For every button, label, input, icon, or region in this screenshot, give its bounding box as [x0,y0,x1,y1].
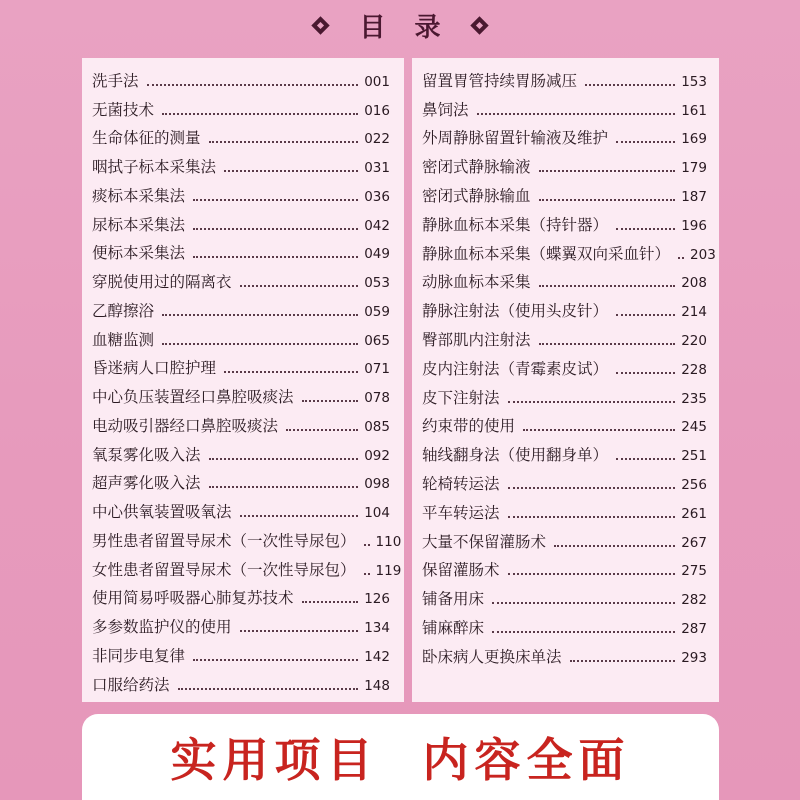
toc-entry [422,465,707,494]
toc-entry [92,91,390,120]
toc-entry-title: 非同步电复律 [92,646,186,665]
toc-entry-title: 轴线翻身法（使用翻身单） [422,446,609,465]
dot-leader [616,458,675,460]
toc-entry [92,177,390,206]
dot-leader [492,631,675,633]
toc-entry-title: 尿标本采集法 [92,215,186,234]
toc-entry [92,637,390,666]
dot-leader [286,429,358,431]
dot-leader [554,545,675,547]
toc-entry [422,408,707,437]
dot-leader [616,228,675,230]
toc-entry-title: 大量不保留灌肠术 [422,532,547,551]
toc-entry-page: 134 [364,620,390,636]
toc-entry-page: 179 [681,160,707,177]
toc-entry [92,436,390,465]
toc-entry-page: 220 [681,332,707,349]
toc-entry-title: 使用简易呼吸器心肺复苏技术 [92,589,294,608]
toc-entry-page: 196 [681,217,707,234]
toc-entry-title: 约束带的使用 [422,417,516,436]
toc-entry-title: 口服给药法 [92,675,170,694]
toc-entry [92,378,390,407]
dot-leader [508,401,676,403]
toc-entry-title: 鼻饲法 [422,100,469,119]
toc-entry-title: 便标本采集法 [92,244,186,263]
toc-entry-page: 169 [681,131,707,148]
toc-entry [422,264,707,293]
toc-entry-title: 平车转运法 [422,503,500,522]
toc-entry [92,522,402,551]
toc-entry-page: 208 [681,275,707,292]
dot-leader [224,371,358,373]
dot-leader [492,602,675,604]
toc-entry [92,551,402,580]
toc-entry-title: 氧泵雾化吸入法 [92,445,201,464]
dot-leader [570,660,676,662]
dot-leader [523,429,675,431]
toc-entry-page: 104 [364,505,390,521]
dot-leader [508,516,676,518]
toc-entry-title: 咽拭子标本采集法 [92,158,217,176]
toc-entry-page: 251 [681,448,707,465]
toc-entry-page: 261 [681,505,707,522]
dot-leader [209,141,359,143]
dot-leader [616,314,675,316]
toc-entry-page: 071 [364,361,390,378]
toc-entry [422,436,707,465]
slogan-text: 实用项目 内容全面 [170,733,631,787]
toc-entry-page: 126 [364,591,390,608]
dot-leader [162,314,358,316]
toc-entry-page: 049 [364,246,390,263]
dot-leader [678,257,684,259]
dot-leader [508,487,676,489]
toc-entry [92,235,390,264]
toc-entry-page: 228 [681,361,707,378]
dot-leader [147,84,359,86]
dot-leader [193,199,358,201]
toc-entry-title: 铺备用床 [422,590,485,609]
toc-entry [92,321,390,350]
diamond-icon [470,16,488,34]
toc-entry-title: 穿脱使用过的隔离衣 [92,273,232,291]
toc-entry-page: 148 [364,677,390,694]
toc-entry-page: 282 [681,592,707,609]
toc-entry-page: 001 [364,73,390,90]
dot-leader [209,458,359,460]
toc-entry-page: 085 [364,418,390,435]
toc-entry-page: 187 [681,188,707,205]
toc-entry-title: 轮椅转运法 [422,474,500,493]
toc-entry-page: 293 [681,649,707,666]
toc-entry [92,465,390,494]
dot-leader [162,113,358,115]
toc-entry-page: 053 [364,275,390,291]
dot-leader [364,544,370,546]
toc-entry [422,148,707,177]
toc-entry-page: 245 [681,419,707,436]
toc-entry [92,206,390,235]
toc-entry-title: 洗手法 [92,71,139,90]
toc-entry [92,493,390,522]
toc-entry [422,177,707,206]
toc-entry-page: 287 [681,620,707,637]
dot-leader [364,573,370,575]
toc-entry [422,321,707,350]
toc-entry-title: 超声雾化吸入法 [92,474,201,493]
toc-entry [422,350,707,379]
dot-leader [539,343,676,345]
toc-entry-page: 042 [364,217,390,234]
toc-entry-title: 臀部肌内注射法 [422,330,531,349]
dot-leader [240,285,359,287]
dot-leader [193,659,358,661]
toc-entry-title: 血糖监测 [92,330,155,349]
toc-right-column [412,58,719,702]
toc-entry-title: 保留灌肠术 [422,561,500,580]
toc-entry [92,263,390,292]
diamond-icon [312,16,330,34]
toc-entry-page: 142 [364,648,390,665]
toc-entry-title: 静脉血标本采集（持针器） [422,215,609,234]
toc-entry-title: 留置胃管持续胃肠减压 [422,71,578,90]
toc-entry-page: 275 [681,563,707,580]
toc-entry-page: 214 [681,304,707,321]
toc-entry-title: 静脉血标本采集（蝶翼双向采血针） [422,244,671,263]
toc-entry-page: 016 [364,102,390,119]
toc-entry-title: 动脉血标本采集 [422,273,531,292]
toc-entry-page: 036 [364,188,390,205]
toc-entry [92,407,390,436]
toc-entry-title: 无菌技术 [92,100,155,119]
dot-leader [508,573,676,575]
toc-entry-title: 密闭式静脉输血 [422,186,531,205]
dot-leader [302,601,359,603]
toc-entry [92,120,390,149]
toc-entry-page: 078 [364,390,390,406]
toc-entry-page: 092 [364,447,390,464]
dot-leader [240,515,359,517]
toc-entry-page: 153 [681,73,707,90]
toc-entry [422,552,707,581]
toc-entry [422,206,707,235]
toc-entry-page: 203 [690,246,716,263]
dot-leader [585,84,675,86]
dot-leader [224,170,358,172]
toc-entry [92,608,390,637]
dot-leader [302,400,359,402]
toc-entry-title: 痰标本采集法 [92,186,186,205]
dot-leader [178,688,359,690]
dot-leader [209,486,359,488]
toc-entry-title: 中心供氧装置吸氧法 [92,503,232,521]
toc-entry [422,494,707,523]
toc-entry-title: 铺麻醉床 [422,618,485,637]
toc-entry [422,609,707,638]
dot-leader [616,141,675,143]
toc-entry-title: 皮下注射法 [422,388,500,407]
dot-leader [539,285,676,287]
toc-entry [422,120,707,149]
toc-entry [92,580,390,609]
toc-left-column [82,58,404,702]
toc-entry-title: 电动吸引器经口鼻腔吸痰法 [92,416,279,435]
dot-leader [193,228,358,230]
toc-entry-page: 235 [681,390,707,407]
toc-entry-page: 059 [364,303,390,320]
toc-entry [422,638,707,667]
toc-entry-page: 119 [375,562,402,579]
toc-entry-page: 161 [681,102,707,119]
toc-entry-title: 乙醇擦浴 [92,301,155,320]
toc-entry-title: 昏迷病人口腔护理 [92,359,217,378]
page-title: 目 录 [359,12,451,43]
toc-entry [422,235,716,264]
toc-entry-page: 022 [364,131,390,148]
toc-entry [92,148,390,177]
toc-entry [422,379,707,408]
toc-entry-title: 皮内注射法（青霉素皮试） [422,359,609,378]
toc-entry-page: 065 [364,332,390,349]
dot-leader [240,630,359,632]
toc-entry-title: 女性患者留置导尿术（一次性导尿包） [92,560,356,579]
toc-entry-title: 生命体征的测量 [92,129,201,148]
toc-entry-title: 密闭式静脉输液 [422,158,531,177]
toc-entry [92,292,390,321]
toc-entry-title: 中心负压装置经口鼻腔吸痰法 [92,388,294,406]
toc-entry [92,62,390,91]
toc-entry-page: 098 [364,476,390,493]
dot-leader [477,113,676,115]
slogan-banner [82,714,719,800]
toc-entry [422,91,707,120]
dot-leader [539,199,676,201]
toc-entry [422,523,707,552]
dot-leader [539,170,676,172]
toc-entry-title: 多参数监护仪的使用 [92,618,232,636]
toc-entry-page: 267 [681,534,707,551]
toc-entry-title: 卧床病人更换床单法 [422,647,562,666]
toc-entry-title: 静脉注射法（使用头皮针） [422,302,609,321]
dot-leader [616,372,675,374]
toc-entry-title: 外周静脉留置针输液及维护 [422,129,609,148]
toc-entry-page: 031 [364,160,390,176]
toc-entry [422,292,707,321]
header [0,0,800,50]
toc-entry-page: 256 [681,476,707,493]
dot-leader [193,256,358,258]
toc-entry [92,666,390,695]
toc-entry-page: 110 [375,533,402,550]
toc-entry [422,580,707,609]
toc-entry [422,62,707,91]
toc-entry-title: 男性患者留置导尿术（一次性导尿包） [92,531,356,550]
toc-entry [92,350,390,379]
dot-leader [162,343,358,345]
